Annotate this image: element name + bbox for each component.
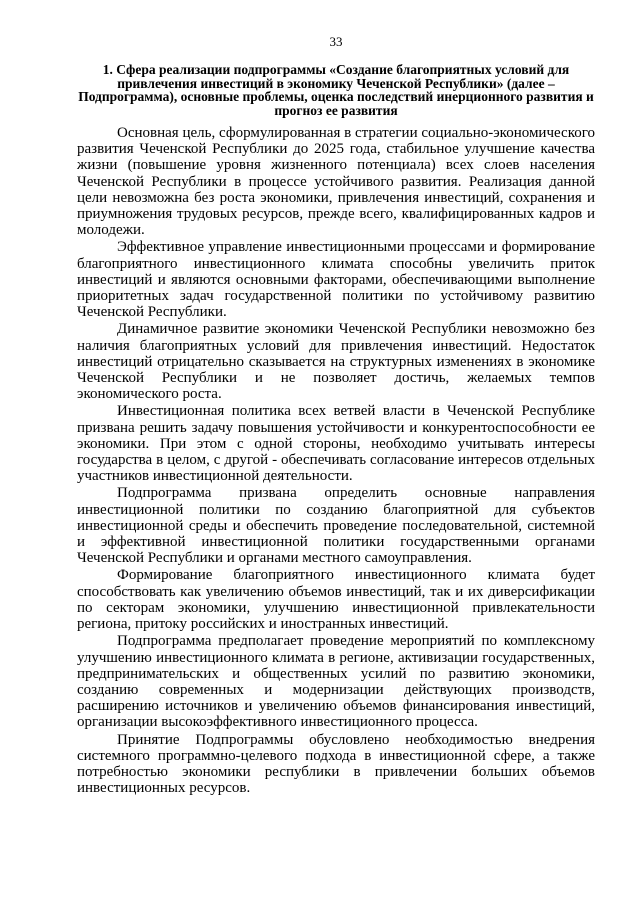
section-heading: 1. Сфера реализации подпрограммы «Создание благоприятных условий для привлечения инвестиций в экономику Чеченской Республики» (далее – Подпрограмма), основные проблемы, оценка последствий инерционного развития и прогноз ее развития [78,62,594,118]
document-page [77,34,595,797]
paragraph-7: Подпрограмма предполагает проведение мероприятий по комплексному улучшению инвестиционного климата в регионе, активизации государственных, предпринимательских и общественных усилий по развитию экономики, созданию современных и модернизации действующих производств, расширению источников и увеличению объемов финансирования инвестиций, организации высокоэффективного инвестиционного процесса. [77,633,595,731]
paragraph-8: Принятие Подпрограммы обусловлено необходимостью внедрения системного программно-целевого подхода в инвестиционной сфере, а также потребностью экономики республики в привлечении больших объемов инвестиционных ресурсов. [77,731,595,797]
paragraph-5: Подпрограмма призвана определить основные направления инвестиционной политики по созданию благоприятной для субъектов инвестиционной среды и обеспечить проведение последовательной, системной и эффективной инвестиционной политики государственными органами Чеченской Республики и органами местного самоуправления. [77,485,595,567]
paragraph-1: Основная цель, сформулированная в стратегии социально-экономического развития Чеченской Республики до 2025 года, стабильное улучшение качества жизни (повышение уровня жизненного потенциала) всех слоев населения Чеченской Республики в процессе устойчивого развития. Реализация данной цели невозможна без роста экономики, привлечения инвестиций, сохранения и приумножения трудовых ресурсов, прежде всего, квалифицированных кадров и молодежи. [77,125,595,239]
paragraph-3: Динамичное развитие экономики Чеченской Республики невозможно без наличия благоприятных условий для привлечения инвестиций. Недостаток инвестиций отрицательно сказывается на структурных изменениях в экономике Чеченской Республики и не позволяет достичь, желаемых темпов экономического роста. [77,321,595,403]
page-number: 33 [329,34,343,49]
paragraph-2: Эффективное управление инвестиционными процессами и формирование благоприятного инвестиционного климата способны увеличить приток инвестиций и являются основными факторами, обеспечивающими выполнение приоритетных задач государственной политики по устойчивому развитию Чеченской Республики. [77,239,595,321]
paragraph-4: Инвестиционная политика всех ветвей власти в Чеченской Республике призвана решить задачу повышения устойчивости и конкурентоспособности ее экономики. При этом с одной стороны, необходимо учитывать интересы государства в целом, с другой - обеспечивать согласование интересов отдельных участников инвестиционной деятельности. [77,403,595,485]
paragraph-6: Формирование благоприятного инвестиционного климата будет способствовать как увеличению объемов инвестиций, так и их диверсификации по секторам экономики, улучшению инвестиционной привлекательности региона, притоку российских и иностранных инвестиций. [77,567,595,633]
